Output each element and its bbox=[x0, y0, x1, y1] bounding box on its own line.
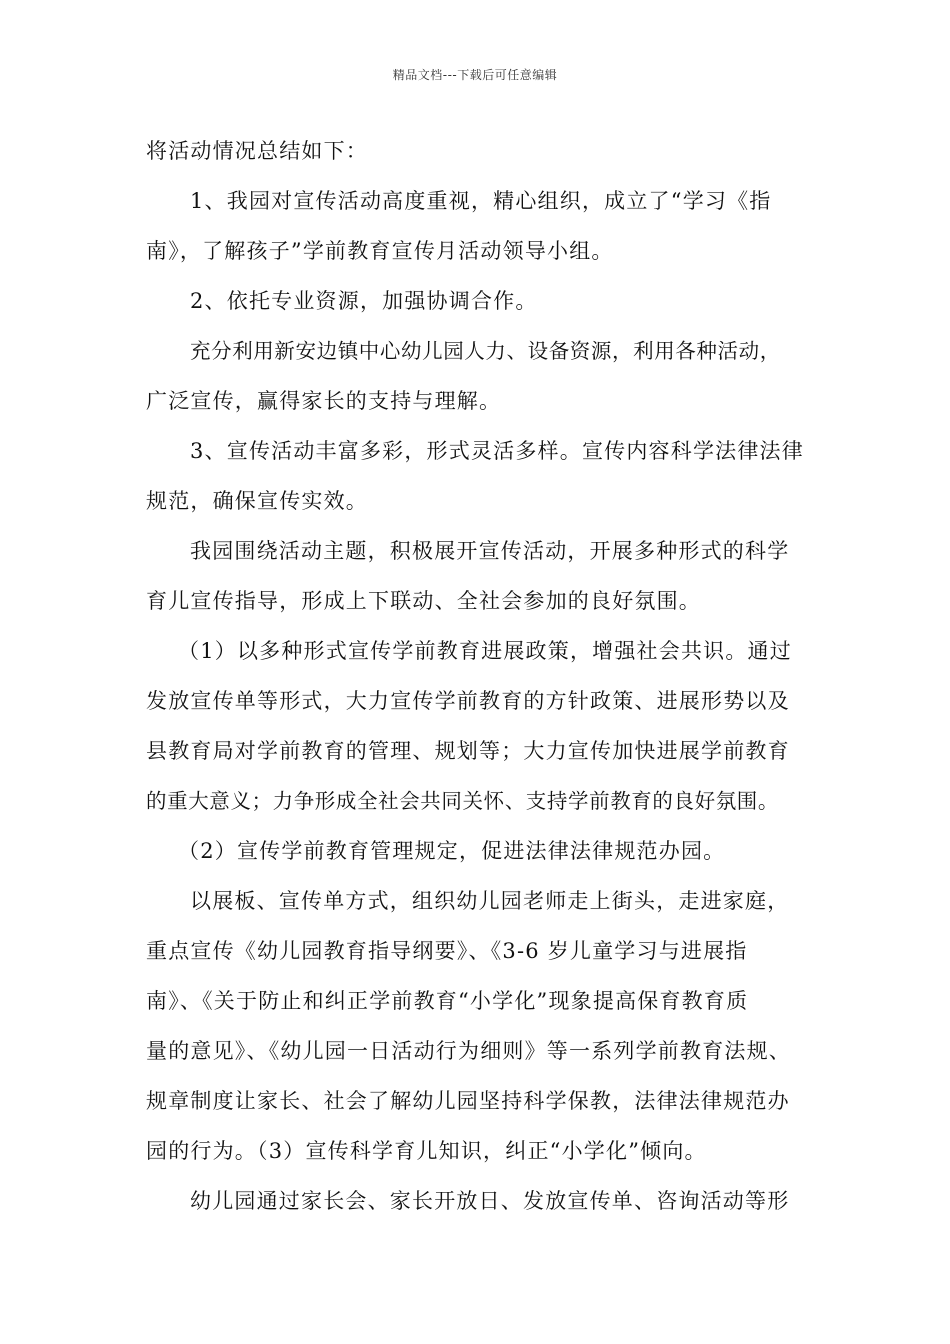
text-line: 3、宣传活动丰富多彩，形式灵活多样。宣传内容科学法律法律 bbox=[190, 439, 804, 463]
page-header: 精品文档---下载后可任意编辑 bbox=[392, 68, 558, 82]
text-line: 发放宣传单等形式，大力宣传学前教育的方针政策、进展形势以及 bbox=[146, 689, 790, 713]
text-line: 重点宣传《幼儿园教育指导纲要》、《3-6 岁儿童学习与进展指 bbox=[146, 939, 748, 963]
text-line: 的重大意义；力争形成全社会共同关怀、支持学前教育的良好氛围。 bbox=[146, 789, 779, 813]
text-line: 量的意见》、《幼儿园一日活动行为细则》等一系列学前教育法规、 bbox=[146, 1039, 791, 1063]
text-line: （1）以多种形式宣传学前教育进展政策，增强社会共识。通过 bbox=[178, 639, 792, 663]
text-line: 充分利用新安边镇中心幼儿园人力、设备资源，利用各种活动， bbox=[190, 339, 781, 363]
text-line: 我园围绕活动主题，积极展开宣传活动，开展多种形式的科学 bbox=[190, 539, 790, 563]
text-line: 县教育局对学前教育的管理、规划等；大力宣传加快进展学前教育 bbox=[146, 739, 790, 763]
text-line: 南》、《关于防止和纠正学前教育“小学化”现象提高保育教育质 bbox=[146, 989, 749, 1013]
text-line: 园的行为。（3）宣传科学育儿知识，纠正“小学化”倾向。 bbox=[146, 1139, 707, 1163]
text-line: 育儿宣传指导，形成上下联动、全社会参加的良好氛围。 bbox=[146, 589, 701, 613]
text-line: 将活动情况总结如下： bbox=[146, 139, 368, 163]
text-line: 规章制度让家长、社会了解幼儿园坚持科学保教，法律法律规范办 bbox=[146, 1089, 790, 1113]
text-line: 1、我园对宣传活动高度重视，精心组织，成立了“学习《指 bbox=[190, 189, 772, 213]
text-line: 规范，确保宣传实效。 bbox=[146, 489, 368, 513]
text-line: 南》，了解孩子”学前教育宣传月活动领导小组。 bbox=[146, 239, 614, 263]
text-line: 广泛宣传，赢得家长的支持与理解。 bbox=[146, 389, 502, 413]
text-line: 2、依托专业资源，加强协调合作。 bbox=[190, 289, 538, 313]
text-line: 以展板、宣传单方式，组织幼儿园老师走上街头，走进家庭， bbox=[190, 889, 790, 913]
text-line: （2）宣传学前教育管理规定，促进法律法律规范办园。 bbox=[178, 839, 726, 863]
text-line: 幼儿园通过家长会、家长开放日、发放宣传单、咨询活动等形 bbox=[190, 1189, 790, 1213]
